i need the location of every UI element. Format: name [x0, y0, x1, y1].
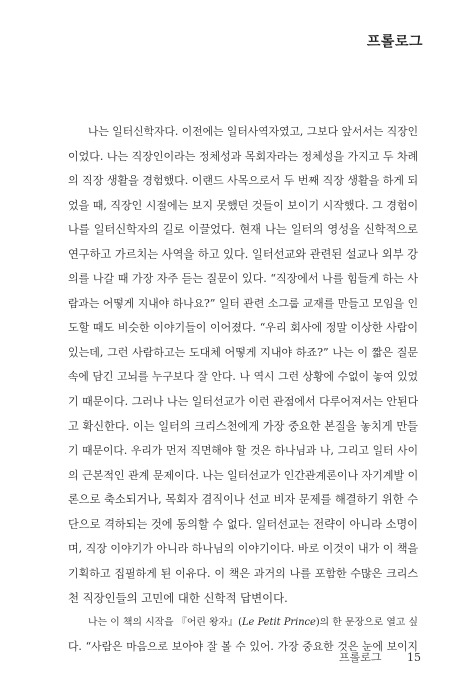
text-line: 도할 때도 비슷한 이야기들이 이어졌다. “우리 회사에 정말 이상한 사람이: [68, 321, 418, 335]
text-line: 속에 담긴 고뇌를 누구보다 잘 안다. 나 역시 그런 상황에 수없이 놓여 있었: [68, 370, 418, 384]
text-segment: )의 한 문장으로 열고 싶: [315, 616, 418, 628]
text-line: 나는 일터신학자다. 이전에는 일터사역자였고, 그보다 앞서서는 직장인: [88, 125, 418, 138]
text-line: 다. “사람은 마음으로 보아야 잘 볼 수 있어. 가장 중요한 것은 눈에 보이지: [68, 640, 418, 654]
text-line: 의 직장 생활을 경험했다. 이랜드 사목으로서 두 번째 직장 생활을 하게 되: [68, 174, 418, 188]
text-line: [68, 611, 418, 636]
text-line: 고 확신한다. 이는 일터의 크리스천에게 가장 중요한 본질을 놓치게 만들: [68, 419, 418, 433]
chapter-title: 프롤로그: [366, 34, 423, 50]
text-line: 연구하고 가르치는 사역을 하고 있다. 일터선교와 관련된 설교나 외부 강: [68, 247, 418, 261]
text-segment: 나는 이 책의 시작을 『어린 왕자』(: [88, 616, 242, 628]
text-line: 기 때문이다. 우리가 먼저 직면해야 할 것은 하나님과 나, 그리고 일터 사이: [68, 444, 418, 458]
text-line: 람과는 어떻게 지내야 하나요?” 일터 관련 소그룹 교재를 만들고 모임을 인: [68, 296, 418, 310]
text-line: 의 근본적인 관계 문제이다. 나는 일터선교가 인간관계론이나 자기계발 이: [68, 468, 418, 482]
page-footer: [339, 649, 421, 665]
body-text: [68, 120, 418, 660]
text-line: 있는데, 그런 사람하고는 도대체 어떻게 지내야 하죠?” 나는 이 짧은 질문: [68, 345, 418, 359]
text-line: 기 때문이다. 그러나 나는 일터선교가 이런 관점에서 다루어져서는 안된다: [68, 395, 418, 409]
text-line: 단으로 격하되는 것에 동의할 수 없다. 일터선교는 전략이 아니라 소명이: [68, 517, 418, 531]
book-title-italic: Le Petit Prince: [241, 616, 316, 628]
running-title: 프롤로그: [338, 651, 382, 664]
text-line: 의를 나갈 때 가장 자주 듣는 질문이 있다. “직장에서 나를 힘들게 하는 사: [68, 272, 418, 286]
page-number: 15: [407, 651, 421, 664]
text-line: 론으로 축소되거나, 목회자 겸직이나 선교 비자 문제를 해결하기 위한 수: [68, 493, 418, 507]
text-line: 천 직장인들의 고민에 대한 신학적 답변이다.: [68, 591, 288, 606]
paragraph-1: [68, 120, 418, 611]
text-line: 며, 직장 이야기가 아니라 하나님의 이야기이다. 바로 이것이 내가 이 책을: [68, 542, 418, 556]
text-line: 었을 때, 직장인 시절에는 보지 못했던 것들이 보이기 시작했다. 그 경험이: [68, 198, 418, 212]
text-line: 기획하고 집필하게 된 이유다. 이 책은 과거의 나를 포함한 수많은 크리스: [68, 566, 418, 580]
text-line: 나를 일터신학자의 길로 이끌었다. 현재 나는 일터의 영성을 신학적으로: [68, 223, 418, 237]
text-line: 이었다. 나는 직장인이라는 정체성과 목회자라는 정체성을 가지고 두 차례: [68, 149, 418, 163]
